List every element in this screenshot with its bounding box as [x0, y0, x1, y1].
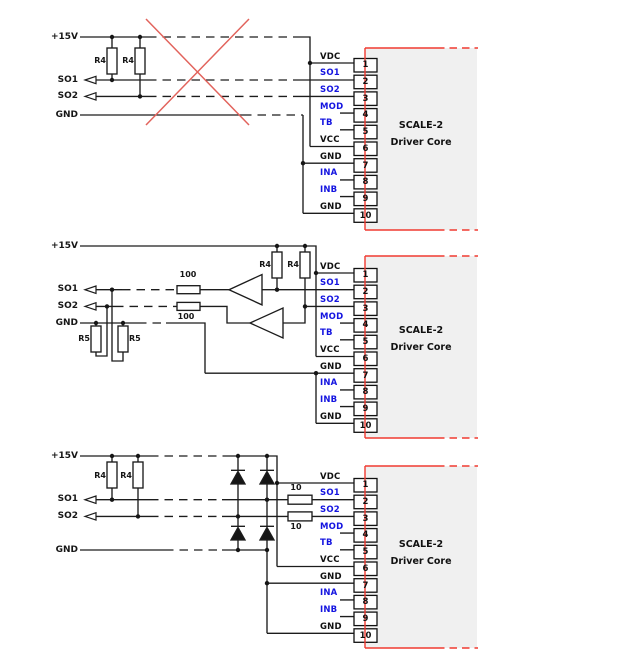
s3-pin-label-inb: INB: [320, 605, 338, 616]
resistor-label-10-s3b: 10: [290, 521, 302, 531]
s3-pin-label-so1: SO1: [320, 488, 340, 499]
resistor-r4-s1b: [135, 48, 145, 74]
resistor-r4-s2b: [300, 252, 310, 278]
core-title-s2: SCALE-2: [398, 325, 444, 336]
s1-pin-number-6: 6: [362, 143, 369, 154]
s2-pin-label-vdc: VDC: [320, 261, 341, 272]
s3-pin-number-7: 7: [362, 580, 369, 591]
s2-pin-number-1: 1: [362, 270, 369, 281]
s2-pin-number-7: 7: [362, 370, 369, 381]
s1-pin-number-9: 9: [362, 193, 369, 204]
s1-pin-label-inb: INB: [320, 185, 338, 196]
resistor-label-r4-s1a: R4: [94, 56, 106, 65]
s1-pin-number-5: 5: [362, 127, 369, 138]
rail-label-so1-s1: SO1: [57, 74, 78, 85]
s1-pin-label-vcc: VCC: [320, 135, 340, 145]
s1-pin-label-vdc: VDC: [320, 51, 341, 62]
resistor-r5-s2a: [91, 326, 101, 352]
s1-pin-label-tb: TB: [320, 118, 333, 129]
rail-label-gnd-s2: GND: [55, 317, 78, 328]
core-title-s3: SCALE-2: [398, 539, 444, 550]
s1-pin-number-7: 7: [362, 160, 369, 171]
s1-pin-number-4: 4: [362, 110, 369, 121]
so1-output-arrow-s1: [85, 76, 96, 83]
s1-pin-number-8: 8: [362, 177, 369, 188]
s1-pin-label-gnd: GND: [320, 201, 342, 212]
s2-pin-label-tb: TB: [320, 328, 333, 339]
s3-pin-label-tb: TB: [320, 538, 333, 549]
s1-pin-label-gnd: GND: [320, 151, 342, 162]
resistor-label-100-s2b: 100: [177, 312, 195, 321]
core-subtitle-s1: Driver Core: [390, 137, 452, 148]
resistor-r5-s2b: [118, 326, 128, 352]
so2-output-arrow-s3: [85, 513, 96, 520]
s2-pin-number-6: 6: [362, 353, 369, 364]
s3-pin-number-6: 6: [362, 563, 369, 574]
s3-pin-number-10: 10: [359, 630, 372, 641]
s2-pin-number-9: 9: [362, 403, 369, 414]
resistor-label-10-s3a: 10: [290, 483, 302, 492]
core-subtitle-s2: Driver Core: [390, 342, 452, 353]
s2-pin-label-so1: SO1: [320, 278, 340, 289]
rail-label-so1-s3: SO1: [57, 494, 78, 505]
resistor-label-r4-s1b: R4: [122, 56, 134, 65]
resistor-label-r5-s2b: R5: [129, 333, 141, 343]
resistor-label-r4-s3a: R4: [94, 470, 106, 480]
s1-pin-number-10: 10: [359, 210, 372, 221]
s3-pin-label-gnd: GND: [320, 571, 342, 582]
buffer-amplifier-so2: [250, 308, 283, 338]
s1-pin-label-so2: SO2: [320, 84, 340, 95]
s2-pin-number-8: 8: [362, 387, 369, 398]
s1-pin-label-ina: INA: [320, 168, 338, 179]
so2-output-arrow-s1: [85, 93, 96, 100]
s3-pin-number-1: 1: [362, 480, 369, 491]
diode-up-s3-col2-top: [260, 472, 274, 485]
s3-pin-number-3: 3: [362, 513, 369, 524]
invalid-cross-icon: [146, 19, 249, 125]
s3-pin-number-8: 8: [362, 597, 369, 608]
resistor-label-r5-s2a: R5: [78, 333, 90, 343]
resistor-label-r4-s3b: R4: [120, 470, 132, 480]
s3-pin-number-4: 4: [362, 530, 369, 541]
resistor-label-100-s2a: 100: [179, 269, 197, 279]
resistor-10-s3b: [288, 512, 312, 521]
rail-label-gnd-s3: GND: [55, 544, 78, 555]
s3-pin-number-9: 9: [362, 613, 369, 624]
rail-label-so2-s2: SO2: [57, 300, 78, 311]
clamp-diodes: [231, 456, 274, 550]
core-title-s1: SCALE-2: [398, 120, 444, 131]
rail-label-so1-s2: SO1: [57, 284, 78, 295]
s3-pin-label-gnd: GND: [320, 621, 342, 632]
resistor-100-s2a: [177, 286, 200, 294]
diode-up-s3-col1-top: [231, 472, 245, 485]
s3-pin-label-ina: INA: [320, 588, 338, 599]
s2-pin-number-2: 2: [362, 287, 369, 297]
diode-up-s3-col1-bottom: [231, 528, 245, 541]
so2-output-arrow-s2: [85, 303, 96, 310]
s3-pin-label-vcc: VCC: [320, 555, 340, 565]
s2-pin-label-so2: SO2: [320, 294, 340, 305]
rail-label-15v-s2: +15V: [50, 240, 78, 251]
s1-pin-label-mod: MOD: [320, 101, 344, 112]
buffer-amplifier-so1: [229, 275, 262, 305]
s1-pin-number-2: 2: [362, 77, 369, 87]
s3-pin-number-5: 5: [362, 547, 369, 558]
s1-pin-number-1: 1: [362, 60, 369, 71]
s2-pin-number-10: 10: [359, 420, 372, 431]
s1-pin-number-3: 3: [362, 93, 369, 104]
s3-pin-label-so2: SO2: [320, 504, 340, 515]
s2-pin-label-vcc: VCC: [320, 345, 340, 355]
rail-label-so2-s3: SO2: [57, 510, 78, 521]
rail-label-15v-s3: +15V: [50, 450, 78, 461]
s3-pin-label-mod: MOD: [320, 521, 344, 532]
s2-pin-number-3: 3: [362, 303, 369, 314]
s2-pin-label-gnd: GND: [320, 411, 342, 422]
s2-pin-number-5: 5: [362, 337, 369, 348]
s2-pin-label-mod: MOD: [320, 311, 344, 322]
s2-pin-label-gnd: GND: [320, 361, 342, 372]
so1-output-arrow-s3: [85, 496, 96, 503]
resistor-r4-s3b: [133, 462, 143, 488]
s2-pin-label-ina: INA: [320, 378, 338, 389]
s2-pin-label-inb: INB: [320, 395, 338, 406]
rail-label-15v-s1: +15V: [50, 31, 78, 42]
s3-pin-label-vdc: VDC: [320, 471, 341, 482]
s3-pin-number-2: 2: [362, 497, 369, 507]
resistor-100-s2b: [177, 302, 200, 310]
so1-output-arrow-s2: [85, 286, 96, 293]
rail-label-so2-s1: SO2: [57, 90, 78, 101]
s1-pin-label-so1: SO1: [320, 68, 340, 79]
rail-label-gnd-s1: GND: [55, 109, 78, 120]
core-subtitle-s3: Driver Core: [390, 556, 452, 567]
resistor-10-s3a: [288, 495, 312, 504]
diode-up-s3-col2-bottom: [260, 528, 274, 541]
resistor-label-r4-s2b: R4: [287, 259, 299, 269]
s2-pin-number-4: 4: [362, 320, 369, 331]
resistor-label-r4-s2a: R4: [259, 259, 271, 269]
